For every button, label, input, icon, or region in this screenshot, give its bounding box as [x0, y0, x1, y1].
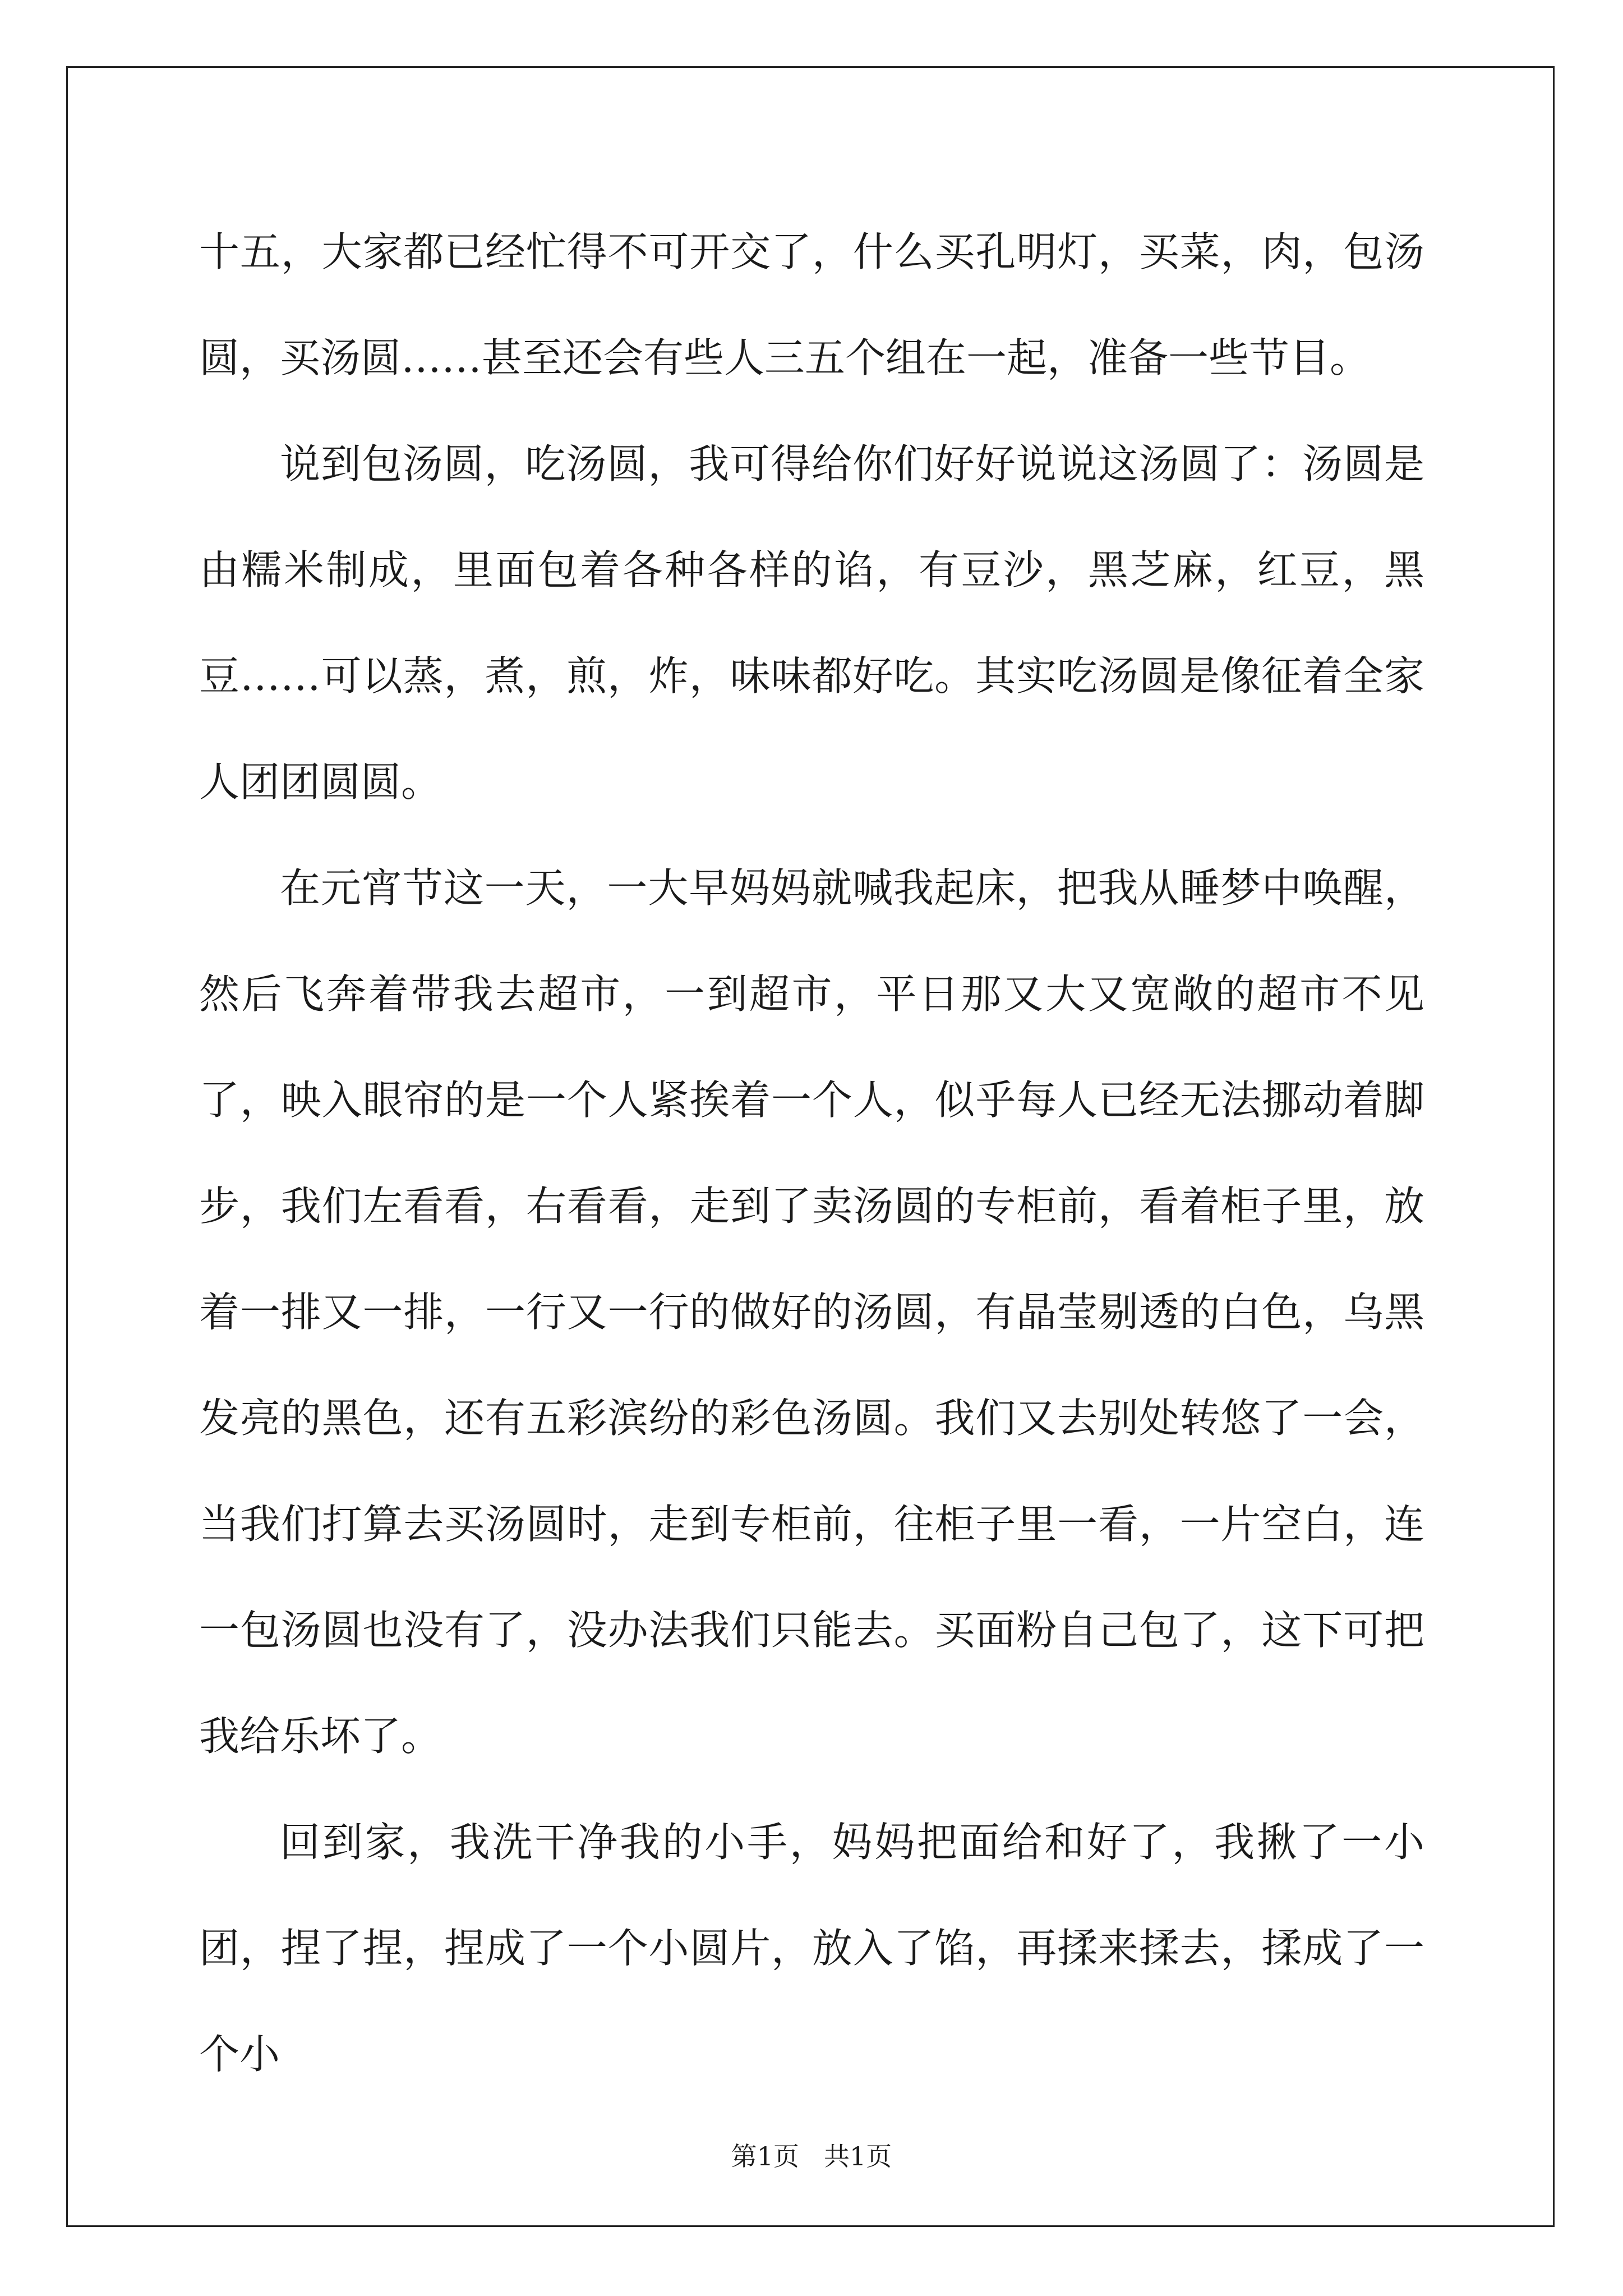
paragraph-4: 回到家，我洗干净我的小手，妈妈把面给和好了，我揪了一小团，捏了捏，捏成了一个小圆片，放入了馅，再揉来揉去，揉成了一个小: [199, 1819, 1424, 2078]
page-number: 第1页: [731, 2141, 800, 2171]
paragraph-1: 十五，大家都已经忙得不可开交了，什么买孔明灯，买菜，肉，包汤圆，买汤圆……甚至还会有些人三五个组在一起，准备一些节目。: [199, 228, 1424, 381]
paragraph-2: 说到包汤圆，吃汤圆，我可得给你们好好说说这汤圆了：汤圆是由糯米制成，里面包着各种各样的谄，有豆沙，黑芝麻，红豆，黑豆……可以蒸，煮，煎，炸，味味都好吃。其实吃汤圆是像征着全家人团团圆圆。: [199, 440, 1424, 806]
footer-gap: [799, 2141, 824, 2171]
page-footer: [0, 2139, 1623, 2173]
total-pages: 共1页: [823, 2141, 892, 2171]
document-body: [199, 199, 1424, 2108]
paragraph-3: 在元宵节这一天，一大早妈妈就喊我起床，把我从睡梦中唤醒，然后飞奔着带我去超市，一到超市，平日那又大又宽敞的超市不见了，映入眼帘的是一个人紧挨着一个人，似乎每人已经无法挪动着脚步，我们左看看，右看看，走到了卖汤圆的专柜前，看着柜子里，放着一排又一排，一行又一行的做好的汤圆，有晶莹剔透的白色，乌黑发亮的黑色，还有五彩滨纷的彩色汤圆。我们又去别处转悠了一会，当我们打算去买汤圆时，走到专柜前，往柜子里一看，一片空白，连一包汤圆也没有了，没办法我们只能去。买面粉自己包了，这下可把我给乐坏了。: [199, 864, 1424, 1760]
